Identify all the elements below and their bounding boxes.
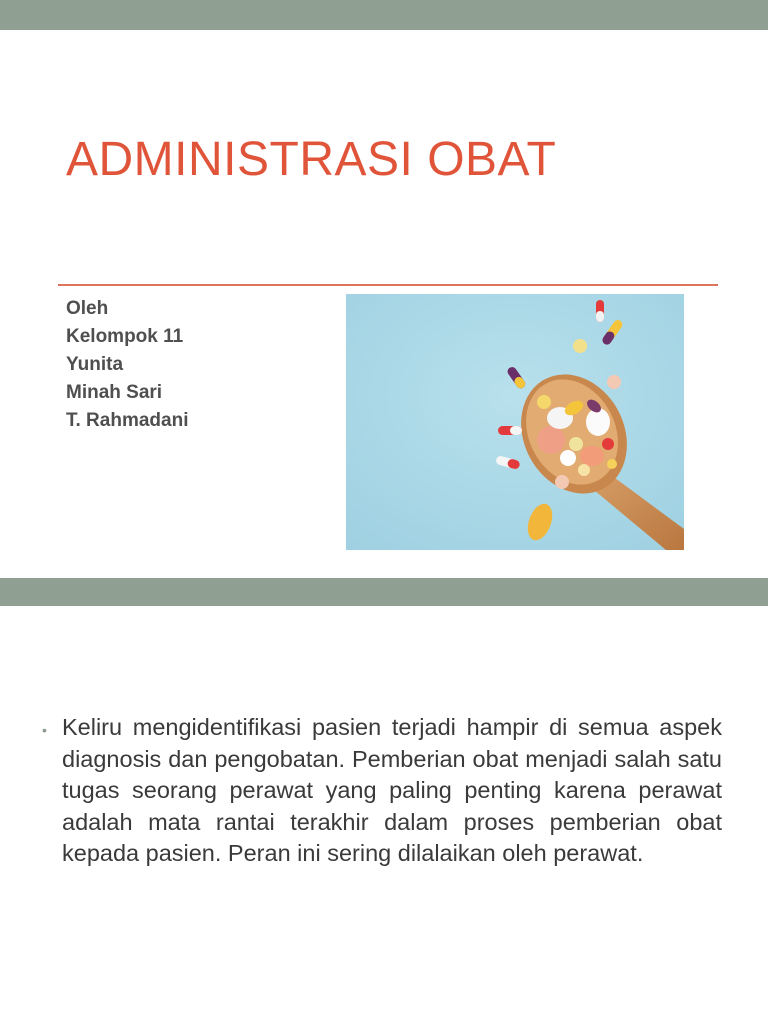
top-bar <box>0 0 768 30</box>
author-line: Kelompok 11 <box>66 326 184 347</box>
pills-spoon-photo <box>346 294 684 550</box>
slide-title: ADMINISTRASI OBAT <box>66 133 557 186</box>
author-line: Oleh <box>66 298 109 319</box>
author-line: Yunita <box>66 354 124 375</box>
title-slide <box>0 30 768 578</box>
bullet-paragraph: Keliru mengidentifikasi pasien terjadi hampir di semua aspek diagnosis dan pengobatan. Pemberian obat menjadi salah satu tugas seorang perawat yang paling penting karena perawat adalah mata rantai terakhir dalam proses pemberian obat kepada pasien. Peran ini sering dilalaikan oleh perawat. <box>62 714 722 867</box>
author-list <box>66 295 326 435</box>
title-divider <box>58 284 718 286</box>
author-line: T. Rahmadani <box>66 410 189 431</box>
slide-divider-bar <box>0 578 768 606</box>
content-slide <box>0 606 768 1024</box>
bullet-marker: • <box>42 722 47 738</box>
author-line: Minah Sari <box>66 382 163 403</box>
bullet-item <box>42 712 722 870</box>
